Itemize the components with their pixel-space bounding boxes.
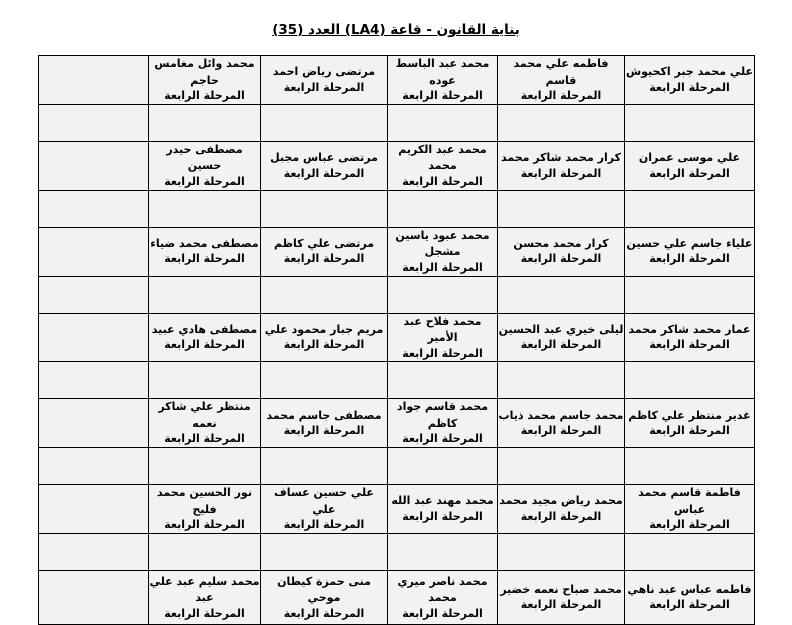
empty-side-cell bbox=[39, 141, 149, 190]
student-cell bbox=[388, 56, 498, 105]
empty-cell bbox=[149, 276, 261, 313]
student-cell bbox=[388, 141, 498, 190]
student-stage-label: المرحلة الرابعة bbox=[649, 338, 730, 352]
empty-cell bbox=[261, 362, 388, 399]
empty-cell bbox=[149, 190, 261, 227]
student-stage-label: المرحلة الرابعة bbox=[164, 174, 245, 188]
student-cell bbox=[261, 313, 388, 362]
student-name: علياء جاسم علي حسين bbox=[626, 236, 753, 250]
student-stage-label: المرحلة الرابعة bbox=[402, 174, 483, 188]
student-name: مرتضى رياض احمد bbox=[272, 65, 376, 79]
student-cell bbox=[149, 227, 261, 276]
student-stage-label: المرحلة الرابعة bbox=[164, 518, 245, 532]
student-name: فاطمه عباس عبد ناهي bbox=[627, 582, 752, 596]
table-row bbox=[39, 571, 755, 625]
student-name: علي محمد جبر اكحيوش bbox=[625, 65, 753, 79]
student-name: محمد عبود ياسين مشجل bbox=[395, 228, 490, 259]
spacer-row bbox=[39, 276, 755, 313]
student-cell bbox=[149, 399, 261, 448]
student-cell bbox=[388, 313, 498, 362]
table-row bbox=[39, 399, 755, 448]
student-cell bbox=[149, 571, 261, 625]
empty-cell bbox=[388, 362, 498, 399]
student-cell bbox=[498, 571, 625, 625]
student-name: فاطمة قاسم محمد عباس bbox=[638, 486, 741, 516]
student-stage-label: المرحلة الرابعة bbox=[649, 166, 730, 180]
student-cell bbox=[625, 485, 755, 534]
empty-cell bbox=[261, 448, 388, 485]
seating-table bbox=[38, 55, 755, 625]
empty-cell bbox=[149, 534, 261, 571]
student-stage-label: المرحلة الرابعة bbox=[649, 518, 730, 532]
student-name: محمد صباح نعمه خضير bbox=[500, 582, 622, 596]
empty-side-cell bbox=[39, 485, 149, 534]
student-cell bbox=[149, 485, 261, 534]
empty-cell bbox=[261, 534, 388, 571]
student-stage-label: المرحلة الرابعة bbox=[402, 432, 483, 446]
student-stage-label: المرحلة الرابعة bbox=[402, 346, 483, 360]
student-name: مصطفى جاسم محمد bbox=[266, 408, 382, 422]
student-name: علي موسى عمران bbox=[638, 151, 741, 165]
empty-side-cell bbox=[39, 399, 149, 448]
student-stage-label: المرحلة الرابعة bbox=[402, 606, 483, 620]
empty-cell bbox=[388, 276, 498, 313]
student-cell bbox=[498, 485, 625, 534]
student-stage-label: المرحلة الرابعة bbox=[283, 252, 365, 266]
table-row bbox=[39, 485, 755, 534]
student-stage-label: المرحلة الرابعة bbox=[649, 424, 730, 438]
spacer-row bbox=[39, 104, 755, 141]
student-name: محمد عبد الباسط عوده bbox=[395, 57, 490, 87]
empty-cell bbox=[625, 362, 755, 399]
empty-cell bbox=[149, 362, 261, 399]
student-name: كرار محمد شاكر محمد bbox=[501, 151, 621, 165]
spacer-row bbox=[39, 190, 755, 227]
student-stage-label: المرحلة الرابعة bbox=[283, 338, 365, 352]
student-cell bbox=[261, 141, 388, 190]
student-cell bbox=[261, 399, 388, 448]
empty-cell bbox=[625, 190, 755, 227]
empty-cell bbox=[261, 276, 388, 313]
student-name: مصطفى محمد ضياء bbox=[150, 236, 259, 250]
student-stage-label: المرحلة الرابعة bbox=[520, 338, 602, 352]
student-name: غدير منتظر علي كاظم bbox=[628, 408, 751, 422]
student-name: مصطفى حيدر حسين bbox=[166, 142, 243, 173]
student-name: محمد وائل مغامس حاجم bbox=[154, 57, 255, 87]
empty-side-cell bbox=[39, 571, 149, 625]
student-cell bbox=[261, 571, 388, 625]
student-cell bbox=[498, 56, 625, 105]
empty-cell bbox=[625, 104, 755, 141]
student-name: محمد فلاح عبد الأمير bbox=[403, 314, 482, 345]
student-name: كرار محمد محسن bbox=[513, 236, 609, 250]
student-cell bbox=[498, 313, 625, 362]
student-name: مريم جبار محمود علي bbox=[264, 322, 384, 336]
student-stage-label: المرحلة الرابعة bbox=[649, 598, 730, 612]
student-name: علي حسين عساف علي bbox=[274, 486, 374, 516]
student-name: محمد قاسم جواد كاظم bbox=[396, 400, 489, 430]
page-title-text: بناية القانون - قاعة (LA4) العدد (35) bbox=[272, 22, 520, 38]
empty-cell bbox=[498, 104, 625, 141]
student-stage-label: المرحلة الرابعة bbox=[402, 260, 483, 274]
table-row bbox=[39, 227, 755, 276]
student-name: منتظر علي شاكر نعمه bbox=[158, 400, 251, 430]
student-cell bbox=[625, 141, 755, 190]
empty-cell bbox=[388, 448, 498, 485]
student-name: نور الحسين محمد فليح bbox=[157, 486, 252, 516]
student-name: مرتضى عباس مجبل bbox=[270, 151, 378, 165]
empty-cell bbox=[498, 448, 625, 485]
empty-cell bbox=[39, 276, 149, 313]
student-stage-label: المرحلة الرابعة bbox=[520, 598, 602, 612]
empty-cell bbox=[625, 276, 755, 313]
empty-cell bbox=[388, 104, 498, 141]
student-name: منى حمزة كيطان موحي bbox=[277, 574, 371, 605]
student-stage-label: المرحلة الرابعة bbox=[283, 424, 365, 438]
empty-side-cell bbox=[39, 227, 149, 276]
student-cell bbox=[149, 56, 261, 105]
student-stage-label: المرحلة الرابعة bbox=[520, 424, 602, 438]
empty-cell bbox=[625, 448, 755, 485]
empty-cell bbox=[498, 190, 625, 227]
student-cell bbox=[498, 227, 625, 276]
student-cell bbox=[388, 485, 498, 534]
table-row bbox=[39, 313, 755, 362]
student-cell bbox=[149, 313, 261, 362]
student-stage-label: المرحلة الرابعة bbox=[283, 518, 365, 532]
student-name: محمد رياض مجيد محمد bbox=[499, 494, 623, 508]
student-cell bbox=[625, 399, 755, 448]
student-stage-label: المرحلة الرابعة bbox=[649, 80, 730, 94]
empty-cell bbox=[39, 190, 149, 227]
empty-cell bbox=[261, 104, 388, 141]
student-name: محمد جاسم محمد ذياب bbox=[498, 408, 624, 422]
student-stage-label: المرحلة الرابعة bbox=[520, 166, 602, 180]
student-name: محمد عبد الكريم محمد bbox=[398, 142, 487, 173]
page-title bbox=[0, 0, 792, 38]
empty-cell bbox=[498, 534, 625, 571]
table-row bbox=[39, 56, 755, 105]
empty-side-cell bbox=[39, 313, 149, 362]
empty-cell bbox=[261, 190, 388, 227]
empty-cell bbox=[498, 276, 625, 313]
student-cell bbox=[149, 141, 261, 190]
student-name: مصطفى هادي عبيد bbox=[151, 322, 258, 336]
student-stage-label: المرحلة الرابعة bbox=[283, 166, 365, 180]
table-row bbox=[39, 141, 755, 190]
student-cell bbox=[261, 485, 388, 534]
empty-cell bbox=[149, 104, 261, 141]
empty-cell bbox=[39, 448, 149, 485]
spacer-row bbox=[39, 362, 755, 399]
student-name: فاطمه علي محمد قاسم bbox=[513, 57, 609, 87]
student-stage-label: المرحلة الرابعة bbox=[283, 80, 365, 94]
student-cell bbox=[498, 141, 625, 190]
seating-table-body bbox=[39, 56, 755, 625]
student-stage-label: المرحلة الرابعة bbox=[164, 606, 245, 620]
student-stage-label: المرحلة الرابعة bbox=[164, 432, 245, 446]
spacer-row bbox=[39, 534, 755, 571]
empty-cell bbox=[498, 362, 625, 399]
student-cell bbox=[261, 227, 388, 276]
empty-side-cell bbox=[39, 56, 149, 105]
student-stage-label: المرحلة الرابعة bbox=[164, 252, 245, 266]
student-cell bbox=[388, 571, 498, 625]
empty-cell bbox=[625, 534, 755, 571]
empty-cell bbox=[39, 104, 149, 141]
student-cell bbox=[388, 227, 498, 276]
student-cell bbox=[498, 399, 625, 448]
empty-cell bbox=[149, 448, 261, 485]
student-stage-label: المرحلة الرابعة bbox=[649, 252, 730, 266]
student-stage-label: المرحلة الرابعة bbox=[164, 89, 245, 102]
student-name: محمد مهند عبد الله bbox=[391, 494, 494, 508]
spacer-row bbox=[39, 448, 755, 485]
student-cell bbox=[625, 227, 755, 276]
student-stage-label: المرحلة الرابعة bbox=[283, 606, 365, 620]
student-name: عمار محمد شاكر محمد bbox=[628, 322, 751, 336]
student-cell bbox=[261, 56, 388, 105]
empty-cell bbox=[388, 534, 498, 571]
student-cell bbox=[388, 399, 498, 448]
student-stage-label: المرحلة الرابعة bbox=[520, 252, 602, 266]
student-stage-label: المرحلة الرابعة bbox=[402, 89, 483, 102]
student-stage-label: المرحلة الرابعة bbox=[402, 509, 483, 523]
student-cell bbox=[625, 56, 755, 105]
student-stage-label: المرحلة الرابعة bbox=[520, 509, 602, 523]
student-name: محمد ناصر ميري محمد bbox=[397, 574, 488, 605]
student-stage-label: المرحلة الرابعة bbox=[520, 89, 602, 102]
student-name: محمد سليم عبد علي عبد bbox=[149, 574, 260, 605]
student-name: ليلى خيري عبد الحسين bbox=[498, 322, 624, 336]
student-stage-label: المرحلة الرابعة bbox=[164, 338, 245, 352]
empty-cell bbox=[39, 534, 149, 571]
student-cell bbox=[625, 571, 755, 625]
empty-cell bbox=[39, 362, 149, 399]
empty-cell bbox=[388, 190, 498, 227]
student-name: مرتضى علي كاظم bbox=[273, 236, 375, 250]
student-cell bbox=[625, 313, 755, 362]
